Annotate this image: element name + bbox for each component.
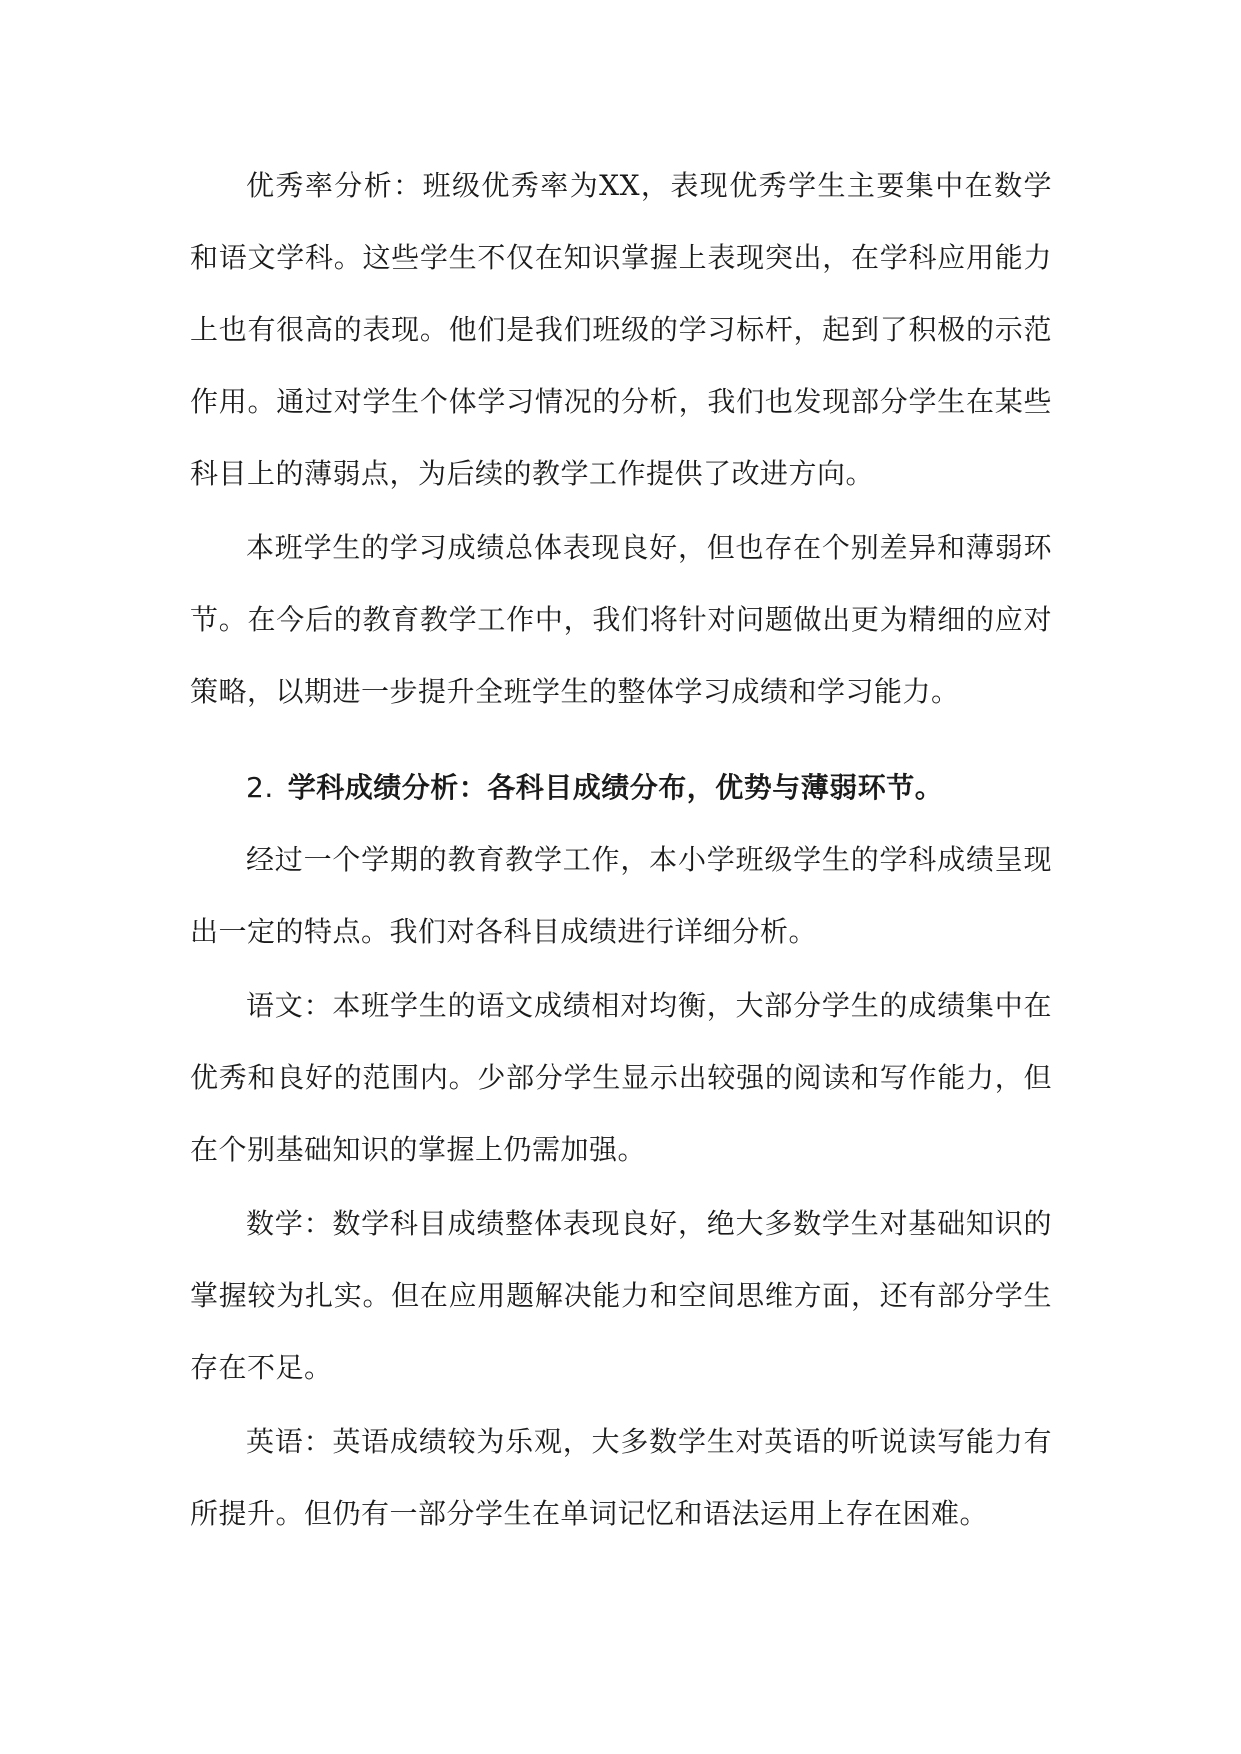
paragraph-excellence-rate: 优秀率分析：班级优秀率为XX，表现优秀学生主要集中在数学和语文学科。这些学生不仅在知识掌握上表现突出，在学科应用能力上也有很高的表现。他们是我们班级的学习标杆，起到了积极的示范作用。通过对学生个体学习情况的分析，我们也发现部分学生在某些科目上的薄弱点，为后续的教学工作提供了改进方向。 [190, 169, 1052, 490]
document-body [190, 150, 1052, 1552]
section-heading [190, 752, 1052, 824]
paragraph-overall-summary: 本班学生的学习成绩总体表现良好，但也存在个别差异和薄弱环节。在今后的教育教学工作中，我们将针对问题做出更为精细的应对策略，以期进一步提升全班学生的整体学习成绩和学习能力。 [190, 531, 1052, 708]
section-heading-text: 学科成绩分析：各科目成绩分布，优势与薄弱环节。 [287, 771, 944, 804]
paragraph-english: 英语：英语成绩较为乐观，大多数学生对英语的听说读写能力有所提升。但仍有一部分学生在单词记忆和语法运用上存在困难。 [190, 1425, 1052, 1530]
paragraph-intro: 经过一个学期的教育教学工作，本小学班级学生的学科成绩呈现出一定的特点。我们对各科目成绩进行详细分析。 [190, 843, 1052, 948]
paragraph-math: 数学：数学科目成绩整体表现良好，绝大多数学生对基础知识的掌握较为扎实。但在应用题解决能力和空间思维方面，还有部分学生存在不足。 [190, 1207, 1052, 1384]
section-heading-number: 2. [246, 771, 274, 804]
paragraph-chinese: 语文：本班学生的语文成绩相对均衡，大部分学生的成绩集中在优秀和良好的范围内。少部分学生显示出较强的阅读和写作能力，但在个别基础知识的掌握上仍需加强。 [190, 989, 1052, 1166]
